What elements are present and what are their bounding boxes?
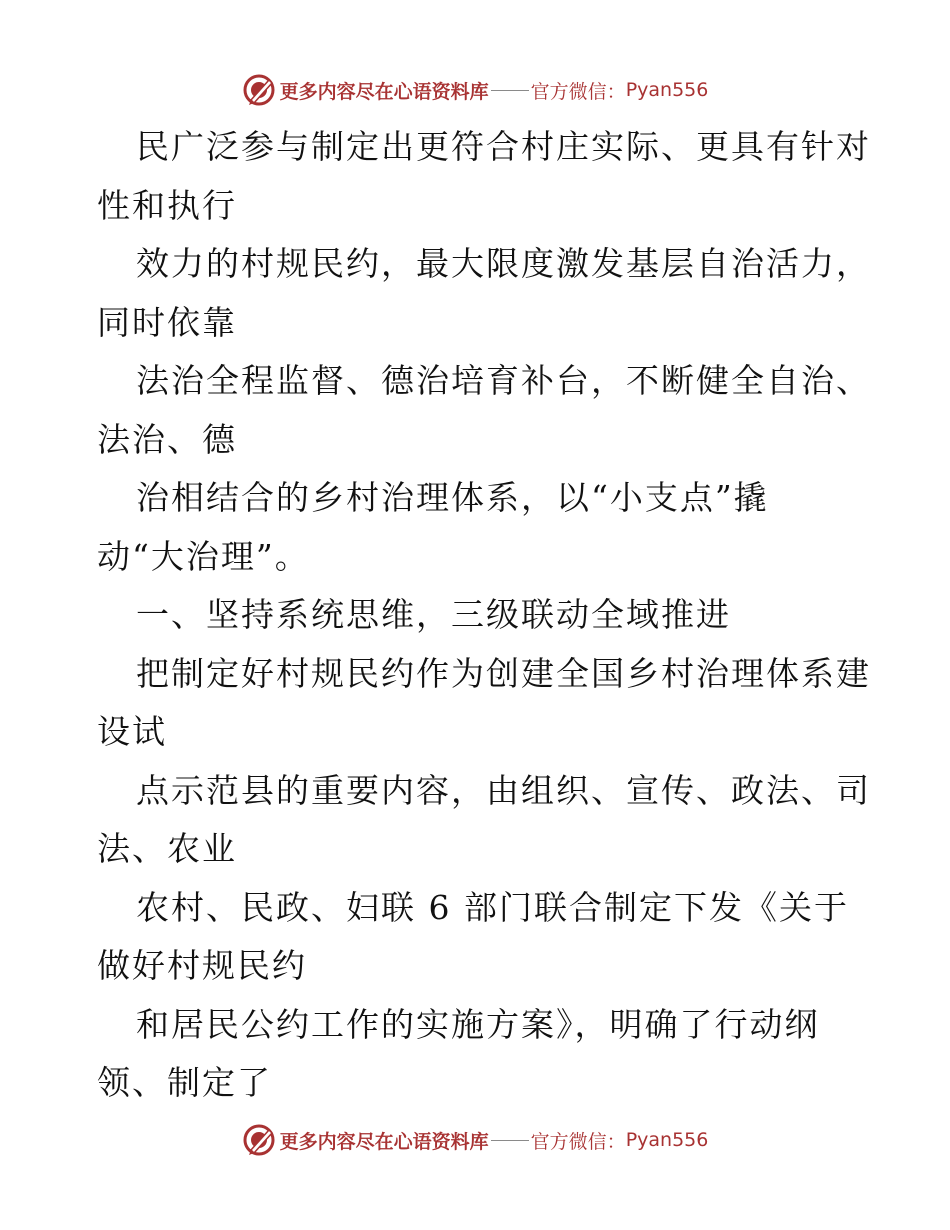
text-line: 治相结合的乡村治理体系，以“小支点”撬 (136, 478, 769, 517)
pen-logo-icon (242, 1123, 276, 1157)
text-line: 把制定好村规民约作为创建全国乡村治理体系建 (136, 653, 871, 693)
text-line: 同时依靠 (97, 302, 237, 342)
body-text (0, 118, 950, 1113)
text-line: 领、制定了 (97, 1063, 272, 1102)
footer-watermark (0, 1118, 950, 1162)
watermark-brand: 更多内容尽在心语资料库 (279, 80, 489, 103)
watermark-dash (491, 90, 529, 91)
text-line: 动“大治理”。 (97, 536, 310, 576)
text-line: 农村、民政、妇联 6 部门联合制定下发《关于 (136, 887, 849, 927)
pen-logo-icon (242, 73, 276, 107)
text-line: 一、坚持系统思维，三级联动全域推进 (136, 595, 731, 634)
text-line: 法、农业 (97, 829, 237, 868)
text-line: 民广泛参与制定出更符合村庄实际、更具有针对 (136, 127, 871, 166)
watermark-note: 官方微信： (530, 1130, 626, 1153)
watermark-brand: 更多内容尽在心语资料库 (279, 1130, 489, 1153)
watermark-wechat-id: Pyan556 (625, 79, 709, 101)
text-line: 效力的村规民约，最大限度激发基层自治活力， (136, 244, 871, 283)
text-line: 点示范县的重要内容，由组织、宣传、政法、司 (136, 770, 871, 810)
watermark-dash (491, 1140, 529, 1141)
header-watermark (0, 68, 950, 112)
text-line: 做好村规民约 (97, 946, 307, 985)
text-line: 法治、德 (97, 419, 237, 459)
text-line: 设试 (97, 712, 167, 751)
watermark-wechat-id: Pyan556 (625, 1129, 709, 1151)
watermark-note: 官方微信： (530, 80, 626, 103)
text-line: 法治全程监督、德治培育补台，不断健全自治、 (136, 361, 871, 400)
text-line: 性和执行 (97, 185, 237, 225)
text-line: 和居民公约工作的实施方案》，明确了行动纲 (136, 1004, 820, 1044)
